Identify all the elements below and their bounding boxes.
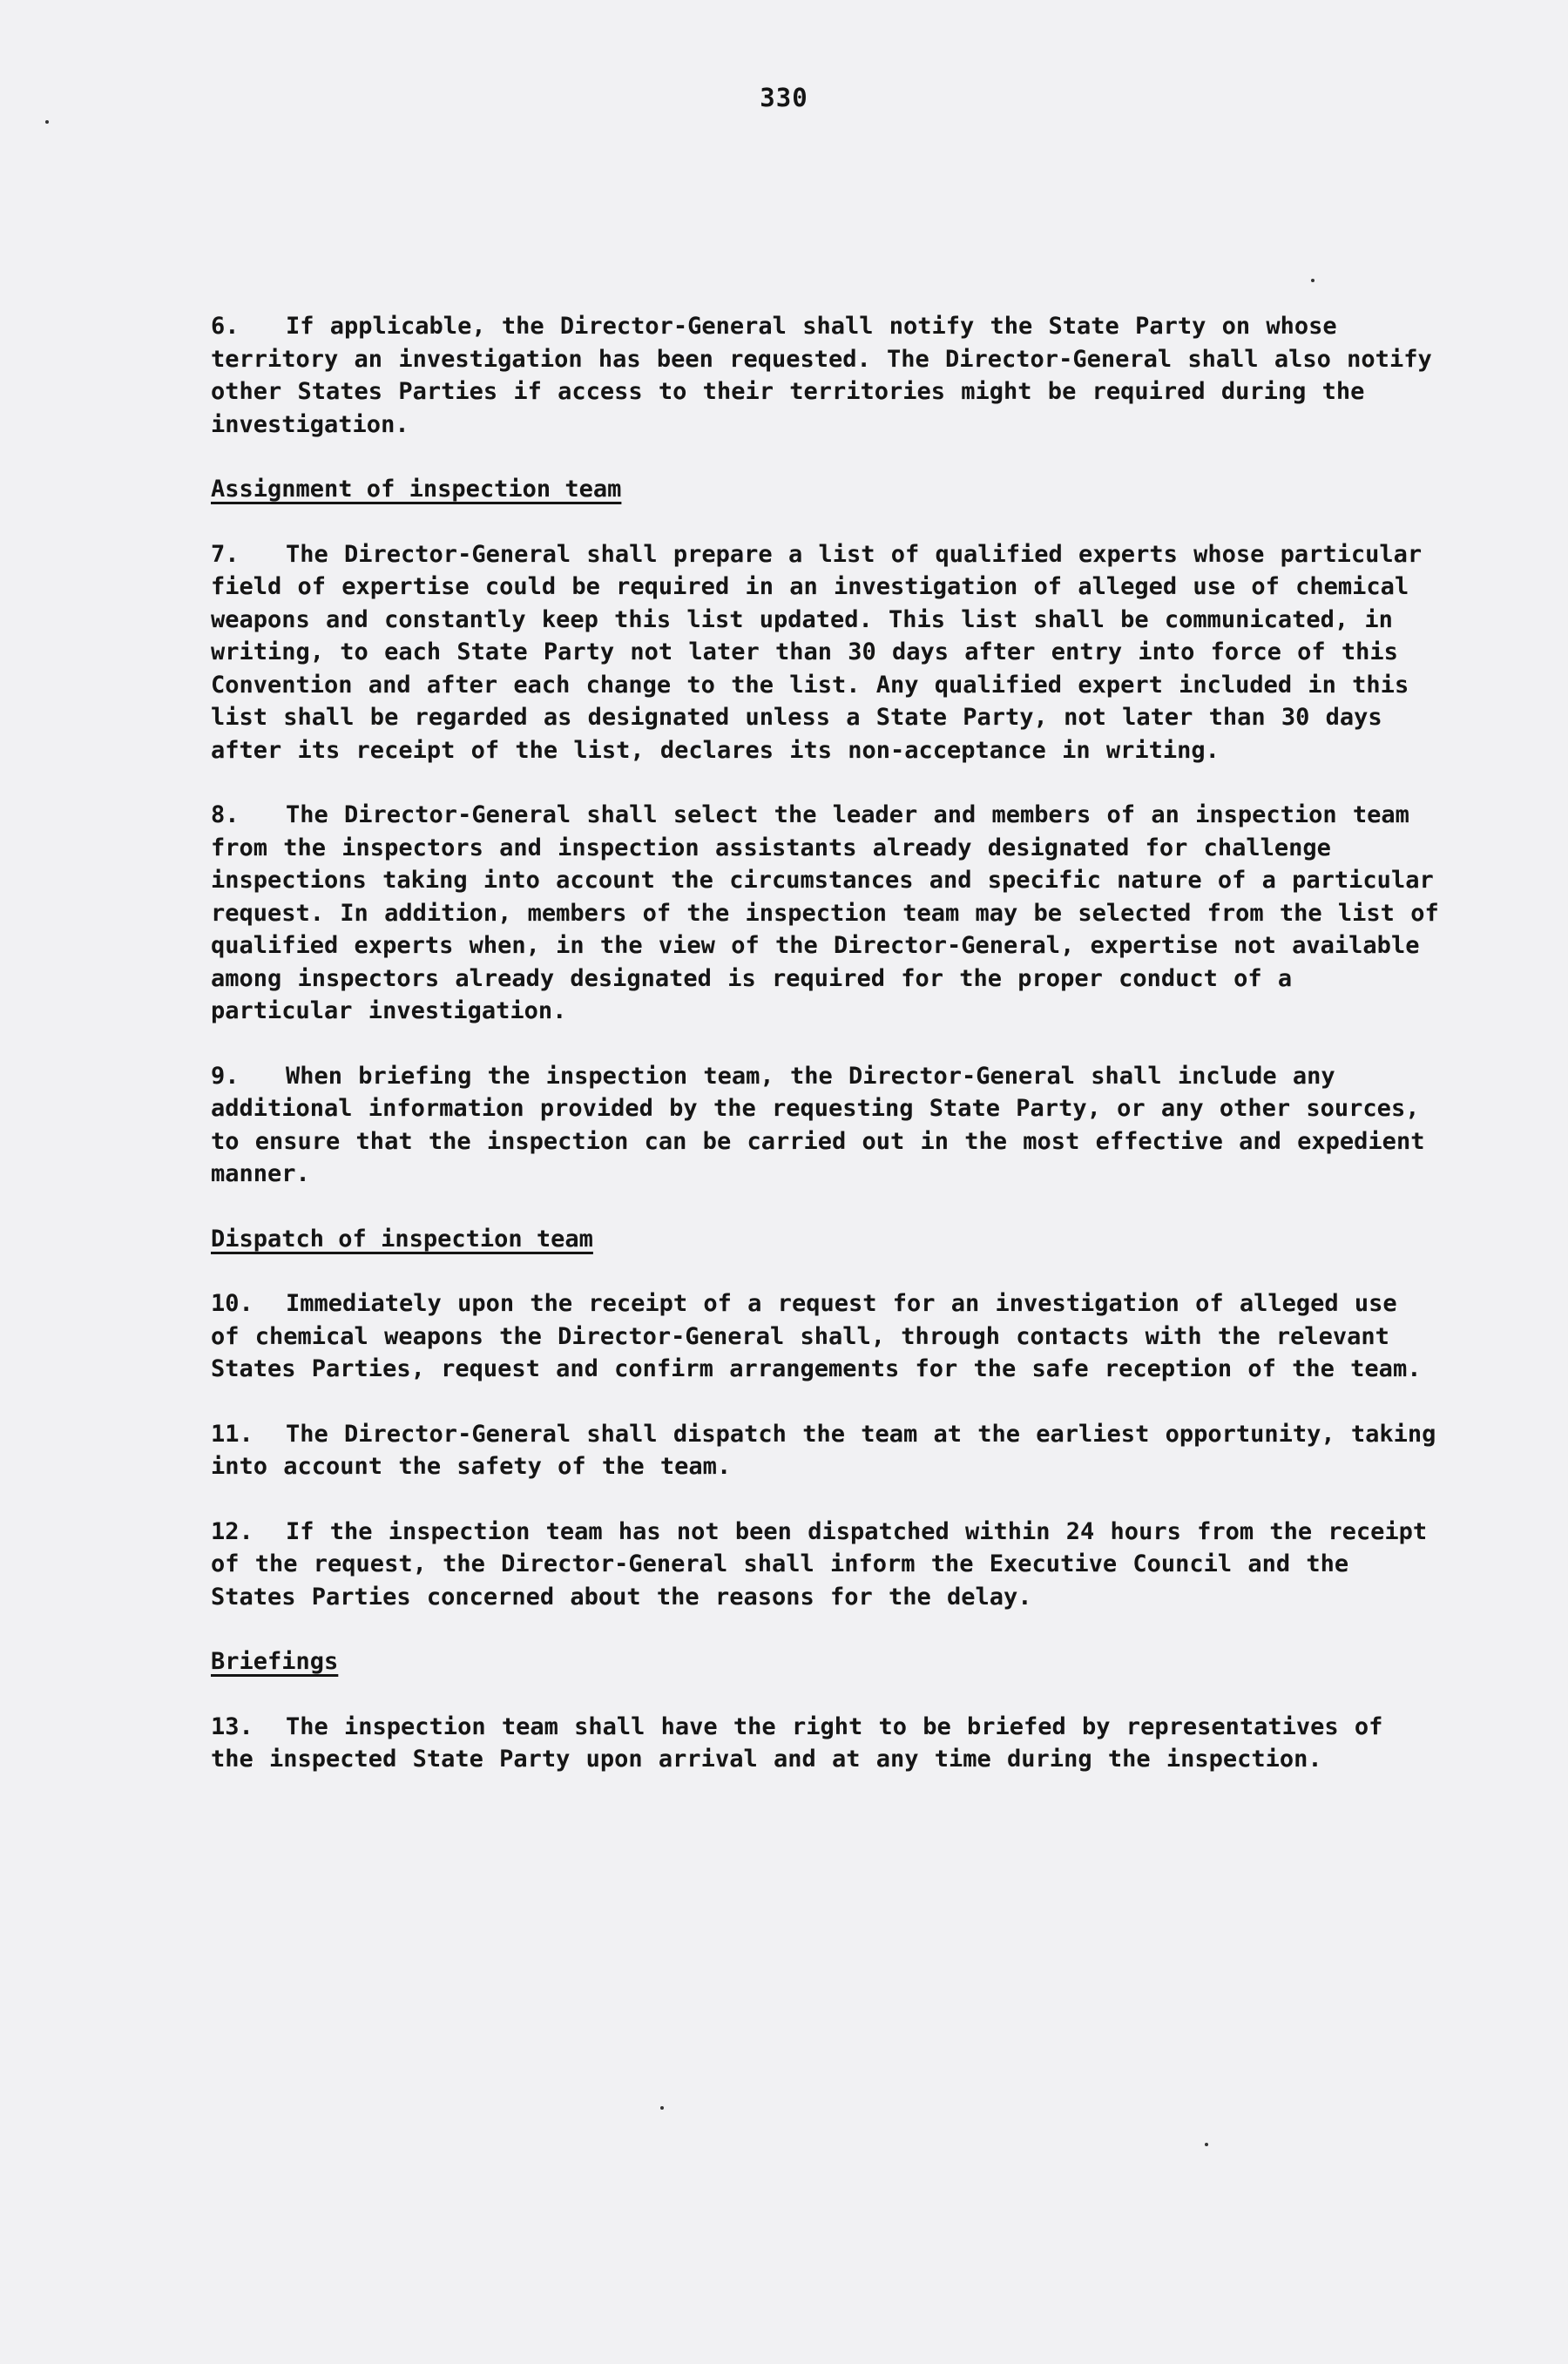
paragraph-12: [211, 1516, 1439, 1614]
paragraph-text: The Director-General shall prepare a list of qualified experts whose particular field of expertise could be required in an investigation of alleged use of chemical weapons and constantly keep this list updated. This list shall be communicated, in writing, to each State Party not later than 30 days after entry into force of this Convention and after each change to the list. Any qualified expert included in this list shall be regarded as designated unless a State Party, not later than 30 days after its receipt of the list, declares its non-acceptance in writing.: [211, 540, 1423, 764]
paragraph-number: 8.: [211, 801, 240, 828]
paragraph-number: 13.: [211, 1712, 253, 1740]
paragraph-text: When briefing the inspection team, the Director-General shall include any additional information provided by the requesting State Party, or any other sources, to ensure that the inspection can be carried out in the most effective and expedient manner.: [211, 1062, 1425, 1187]
page-number: 330: [760, 83, 808, 112]
section-heading-assignment: [211, 473, 1439, 506]
heading-text: Briefings: [211, 1648, 339, 1675]
paragraph-number: 6.: [211, 313, 240, 340]
paragraph-7: [211, 538, 1439, 767]
section-heading-briefings: [211, 1645, 1439, 1678]
paragraph-text: The Director-General shall dispatch the team at the earliest opportunity, taking into account the safety of the team.: [211, 1420, 1436, 1480]
document-body: [211, 310, 1439, 1808]
scan-speck: [45, 120, 49, 124]
paragraph-13: [211, 1711, 1439, 1776]
paragraph-number: 12.: [211, 1517, 253, 1545]
paragraph-10: [211, 1287, 1439, 1386]
paragraph-number: 10.: [211, 1290, 253, 1317]
paragraph-6: [211, 310, 1439, 441]
paragraph-9: [211, 1060, 1439, 1191]
paragraph-number: 9.: [211, 1062, 240, 1090]
scan-speck: [1205, 2143, 1208, 2146]
heading-text: Dispatch of inspection team: [211, 1225, 593, 1253]
heading-text: Assignment of inspection team: [211, 476, 622, 503]
paragraph-text: The inspection team shall have the right to be briefed by representatives of the inspected State Party upon arrival and at any time during the inspection.: [211, 1712, 1383, 1773]
paragraph-text: If the inspection team has not been dispatched within 24 hours from the receipt of the request, the Director-General shall inform the Executive Council and the States Parties concerned about the reasons for the delay.: [211, 1517, 1428, 1611]
paragraph-text: If applicable, the Director-General shall notify the State Party on whose territory an investigation has been requested. The Director-General shall also notify other States Parties if access to their territories might be required during the investigation.: [211, 313, 1432, 438]
scan-speck: [1311, 279, 1315, 282]
section-heading-dispatch: [211, 1223, 1439, 1256]
paragraph-text: The Director-General shall select the leader and members of an inspection team from the inspectors and inspection assistants already designated for challenge inspections taking into account the circumstances and specific nature of a particular request. In addition, members of the inspection team may be selected from the list of qualified experts when, in the view of the Director-General, expertise not available among inspectors already designated is required for the proper conduct of a particular investigation.: [211, 801, 1439, 1024]
paragraph-11: [211, 1418, 1439, 1483]
paragraph-number: 11.: [211, 1420, 253, 1448]
paragraph-text: Immediately upon the receipt of a request for an investigation of alleged use of chemical weapons the Director-General shall, through contacts with the relevant States Parties, request and confirm arrangements for the safe reception of the team.: [211, 1290, 1422, 1382]
paragraph-8: [211, 799, 1439, 1028]
paragraph-number: 7.: [211, 540, 240, 568]
scan-speck: [660, 2106, 664, 2110]
